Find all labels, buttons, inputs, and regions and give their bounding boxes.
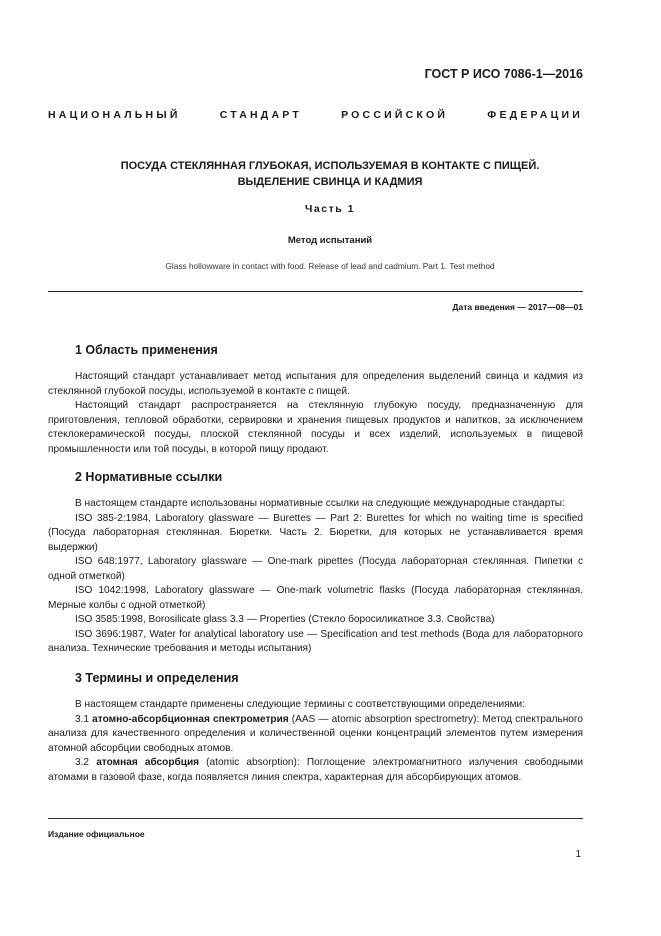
section-2-heading: 2 Нормативные ссылки (75, 470, 223, 484)
section-3-heading: 3 Термины и определения (75, 671, 239, 685)
term-number: 3.2 (75, 757, 90, 768)
footer-divider (48, 818, 583, 819)
method-subtitle: Метод испытаний (287, 235, 373, 246)
banner-word: РОССИЙСКОЙ (341, 109, 449, 121)
banner-word: ФЕДЕРАЦИИ (487, 109, 583, 121)
paragraph: В настоящем стандарте использованы нормативные ссылки на следующие международные стандарты: (75, 498, 565, 509)
title-line-2: ВЫДЕЛЕНИЕ СВИНЦА И КАДМИЯ (237, 176, 423, 188)
standard-banner (48, 109, 583, 121)
document-code: ГОСТ Р ИСО 7086-1—2016 (424, 67, 583, 81)
section-3-body (48, 698, 583, 785)
banner-word: СТАНДАРТ (219, 109, 302, 121)
term-definition (48, 713, 583, 757)
term-name: атомная абсорбция (96, 757, 200, 768)
term-text: (AAS — atomic absorption spectrometry): Метод спектрального анализа для качественного определения и количественной оценки концентраций элементов путем измерения атомной абсорбции свободных атомов. (48, 713, 583, 754)
banner-word: НАЦИОНАЛЬНЫЙ (48, 109, 181, 121)
edition-label: Издание официальное (48, 829, 145, 839)
header-divider (48, 291, 583, 292)
paragraph: Настоящий стандарт распространяется на стеклянную глубокую посуду, предназначенную для приготовления, тепловой обработки, сервировки и хранения пищевых продуктов и напитков, за исключением стеклокерамической посуды, плоской стеклянной посуды и всех изделий, используемых в пищевой промышленности или той посуды, в которой пищу продают. (48, 400, 583, 455)
term-definition (48, 756, 583, 785)
section-1-body (48, 370, 583, 457)
reference-item: ISO 3696:1987, Water for analytical laboratory use — Specification and test methods (Вода для лабораторного анализа. Технические требования и методы испытания) (48, 628, 583, 654)
reference-item: ISO 385-2:1984, Laboratory glassware — Burettes — Part 2: Burettes for which no waiting time is specified (Посуда лабораторная стеклянная. Бюретки. Часть 2. Бюретки, для которых не устанавливается время выдержки) (48, 512, 583, 553)
paragraph: Настоящий стандарт устанавливает метод испытания для определения выделений свинца и кадмия из стеклянной глубокой посуды, используемой в контакте с пищей. (48, 371, 583, 397)
document-title (60, 158, 600, 190)
reference-item: ISO 648:1977, Laboratory glassware — One-mark pipettes (Посуда лабораторная стеклянная. Пипетки с одной отметкой) (48, 556, 583, 582)
reference-item: ISO 3585:1998, Borosilicate glass 3.3 — Properties (Стекло боросиликатное 3.3. Свойства) (75, 614, 495, 625)
term-number: 3.1 (75, 713, 90, 725)
paragraph: В настоящем стандарте применены следующие термины с соответствующими определениями: (75, 699, 525, 710)
english-title: Glass hollowware in contact with food. Release of lead and cadmium. Part 1. Test method (165, 261, 495, 271)
introduction-date: Дата введения — 2017—08—01 (452, 302, 583, 312)
section-1-heading: 1 Область применения (75, 343, 218, 357)
page-number: 1 (575, 849, 581, 860)
reference-item: ISO 1042:1998, Laboratory glassware — One-mark volumetric flasks (Посуда лабораторная стеклянная. Мерные колбы с одной отметкой) (48, 585, 583, 611)
section-2-body (48, 497, 583, 657)
part-label: Часть 1 (305, 203, 355, 215)
term-text: (atomic absorption): Поглощение электромагнитного излучения свободными атомами в газовой фазе, когда появляется линия спектра, характерная для абсорбирующих атомов. (48, 757, 583, 783)
title-line-1: ПОСУДА СТЕКЛЯННАЯ ГЛУБОКАЯ, ИСПОЛЬЗУЕМАЯ В КОНТАКТЕ С ПИЩЕЙ. (120, 160, 540, 172)
term-name: атомно-абсорбционная спектрометрия (92, 713, 289, 725)
